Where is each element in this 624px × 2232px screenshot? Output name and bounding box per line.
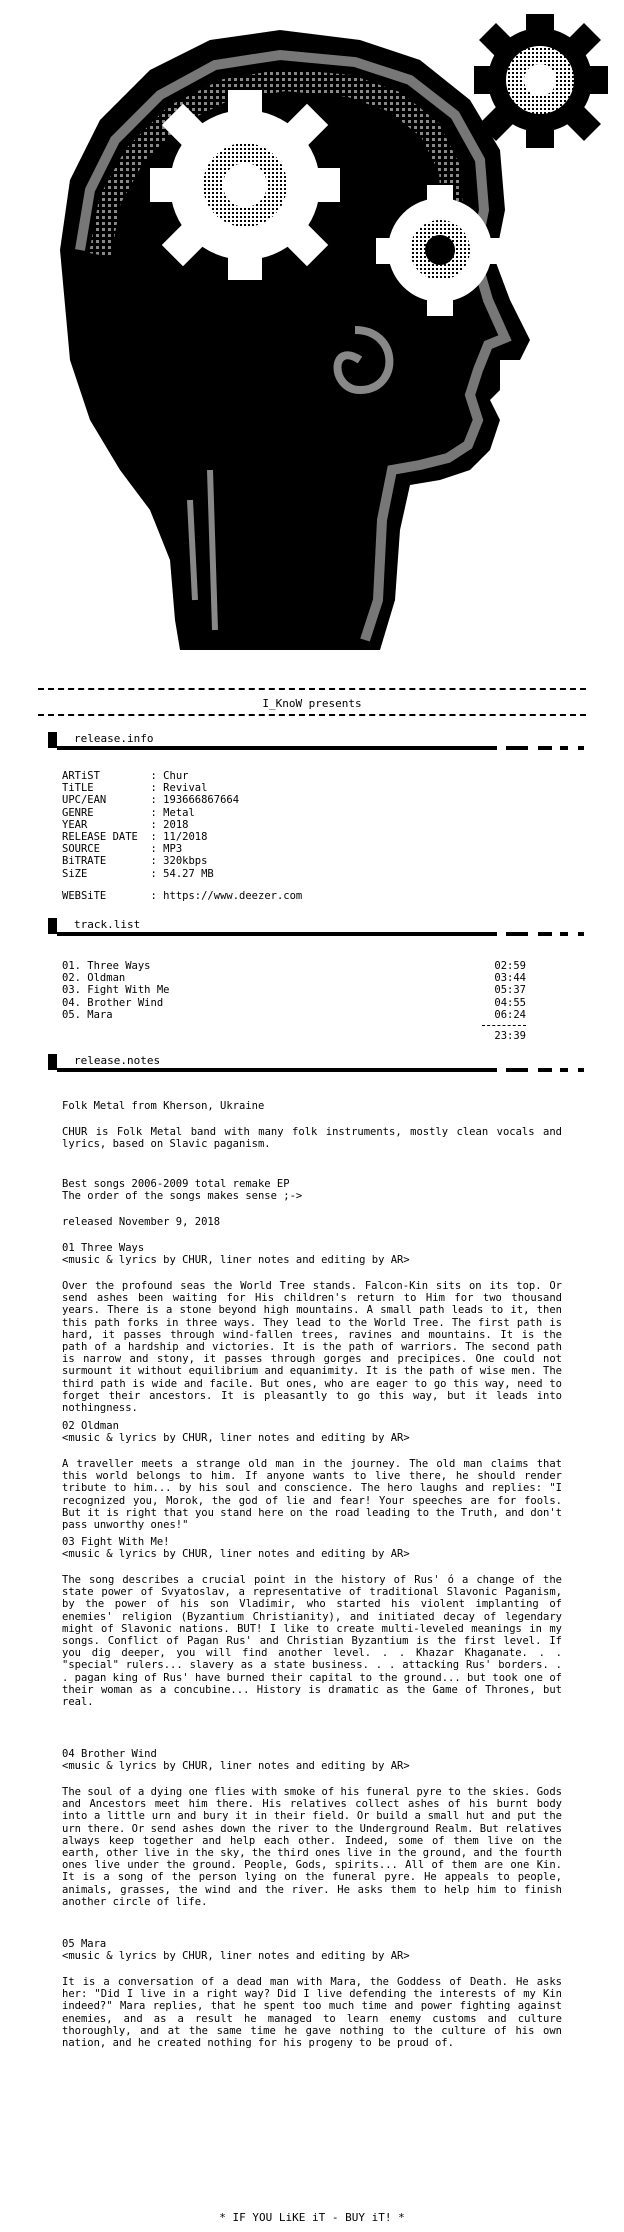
song-title: 02 Oldman [62,1420,119,1432]
song-description: A traveller meets a strange old man in the journey. The old man claims that this world belongs to him. If anyone wants to live there, he should render tribute to him... by his soul and conscience. The hero laughs and replies: "I recognized you, Morok, the god of lie and fear! Your speeches are for fools. But it is right that you stand here on the road leading to the Truth, and don't pass unworthy ones!" [62,1458,562,1532]
track-time: 02:59 [494,960,526,972]
info-row: BiTRATE : 320kbps [62,855,208,868]
release-info-fields [62,770,239,880]
info-row: SiZE : 54.27 MB [62,867,214,880]
info-value: 320kbps [163,855,208,868]
website-key: WEBSiTE [62,890,107,902]
song-description: It is a conversation of a dead man with Mara, the Goddess of Death. He asks her: "Did I live in a right way? Did I live defending the interests of my Kin indeed?" Mara replies, that he spent too much time and power fighting against enemies, and as a result he managed to learn enemy customs and culture thoroughly, and at the same time he gave nothing to the culture of his own nation, and he created nothing for his progeny to be proud of. [62,1976,562,2050]
big-gear-icon [150,90,340,280]
info-value: Metal [163,806,195,819]
notes-intro: Folk Metal from Kherson, Ukraine [62,1100,265,1112]
presents-line: I_KnoW presents [262,697,362,710]
info-value: MP3 [163,843,183,856]
info-row: TiTLE : Revival [62,782,208,795]
song-description: Over the profound seas the World Tree stands. Falcon-Kin sits on its top. Or send ashes been waiting for His children's return to Him for two thousand years. There is a stone beyond high mountains. A small path leads to it, then this path forks in three ways. They lead to the World Tree. The first path is hard, it passes through wind-fallen trees, ravines and mountains. It is the path of a hardship and victories. It is the path of warriors. The second path is narrow and stony, it passes through gorges and precipices. One could not surmount it without equilibrium and equanimity. It is the path of wise men. The third path is wide and facile. But ones, who are eager to go this way, need to forget their ancestors. It is pleasantly to go this way, but it leads into nothingness. [62,1280,562,1415]
website-row: WEBSiTE : https://www.deezer.com [62,890,303,902]
track-row [62,960,526,972]
info-row: SOURCE : MP3 [62,843,183,856]
info-key: SiZE [62,867,151,880]
info-key: SOURCE [62,843,151,856]
info-value: 193666867664 [163,794,240,807]
section-label: track.list [74,918,141,931]
track-title: 01. Three Ways [62,960,151,972]
track-title: 02. Oldman [62,972,126,985]
track-list [62,960,526,1042]
info-row: UPC/EAN : 193666867664 [62,794,240,807]
track-title: 04. Brother Wind [62,996,164,1009]
song-credit: <music & lyrics by CHUR, liner notes and editing by AR> [62,1432,410,1444]
ascii-art-head-gears [0,0,624,680]
song-description: The soul of a dying one flies with smoke of his funeral pyre to the skies. Gods and Ancestors meet him there. His relatives collect ashes of his burnt body into a little urn and bury it in their field. Or build a small hut and put the urn there. Or send ashes down the river to the Underground Realm. But relatives always keep together and help each other. Indeed, some of them live on the earth, other live in the sky, the third ones live in the ground, and the fourth ones live under the ground. People, Gods, spirits... All of them are one Kin. It is a song of the person lying on the funeral pyre. He appeals to people, animals, grasses, the wind and the river. He asks them to help him to finish another circle of life. [62,1786,562,1908]
song-credit: <music & lyrics by CHUR, liner notes and editing by AR> [62,1254,410,1266]
info-key: BiTRATE [62,855,151,868]
small-gear-icon [474,14,608,148]
info-row: ARTiST : Chur [62,770,189,782]
notes-best-2: The order of the songs makes sense ;-> [62,1190,303,1202]
info-value: Chur [163,770,189,782]
track-row [62,997,526,1009]
notes-released: released November 9, 2018 [62,1216,221,1228]
info-value: 11/2018 [163,831,208,844]
info-value: 2018 [163,818,189,831]
total-row [62,1030,526,1042]
section-label: release.notes [74,1054,161,1067]
info-key: TiTLE [62,782,151,795]
track-title: 03. Fight With Me [62,984,170,997]
song-title: 04 Brother Wind [62,1748,157,1760]
song-credit: <music & lyrics by CHUR, liner notes and editing by AR> [62,1950,410,1962]
song-title: 01 Three Ways [62,1242,145,1254]
song-credit: <music & lyrics by CHUR, liner notes and editing by AR> [62,1760,410,1772]
info-row: GENRE : Metal [62,806,195,819]
track-time: 06:24 [494,1008,526,1021]
info-key: RELEASE DATE [62,831,151,844]
song-credit: <music & lyrics by CHUR, liner notes and editing by AR> [62,1548,410,1560]
track-time: 05:37 [494,984,526,997]
notes-best-1: Best songs 2006-2009 total remake EP [62,1178,290,1190]
info-row: YEAR : 2018 [62,818,189,831]
info-value: 54.27 MB [163,867,214,880]
website-link[interactable]: https://www.deezer.com [163,890,303,902]
info-row: RELEASE DATE : 11/2018 [62,831,208,844]
track-time: 04:55 [494,996,526,1009]
total-divider [62,1021,526,1030]
track-time: 03:44 [494,972,526,985]
song-title: 05 Mara [62,1938,107,1950]
track-title: 05. Mara [62,1008,113,1021]
section-label: release.info [74,732,154,745]
info-key: UPC/EAN [62,794,151,807]
total-time: 23:39 [494,1030,526,1043]
track-row [62,1009,526,1021]
track-row [62,972,526,984]
info-value: Revival [163,782,208,795]
footer-slogan: * IF YOU LiKE iT - BUY iT! * [219,2211,405,2224]
song-description: The song describes a crucial point in the history of Rus' ó a change of the state power of Svyatoslav, a representative of traditional Slavonic Paganism, by the power of his son Vladimir, who started his violent implanting of enemies' religion (Byzantium Christianity), and initiated decay of legendary might of Slavonic nations. BUT! I like to create multi-leveled meanings in my songs. Conflict of Pagan Rus' and Christian Byzantium is the first level. If you dig deeper, you will find another level. . . Khazar Khaganate. . . "special" rulers... slavery as a state business. . . attacking Rus' borders. . . pagan king of Rus' have burned their capital to the ground... but took one of their woman as a concubine... History is dramatic as the Game of Thrones, but real. [62,1574,562,1709]
notes-about: CHUR is Folk Metal band with many folk instruments, mostly clean vocals and lyrics, based on Slavic paganism. [62,1126,562,1151]
info-key: ARTiST [62,770,151,782]
song-title: 03 Fight With Me! [62,1536,170,1548]
info-key: YEAR [62,818,151,831]
track-row [62,984,526,996]
info-key: GENRE [62,806,151,819]
